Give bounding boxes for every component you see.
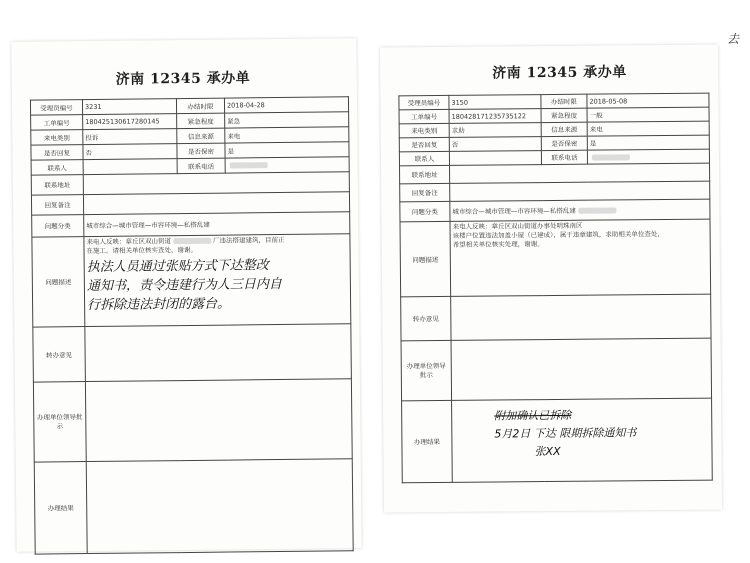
redaction <box>173 238 211 244</box>
right-form-table <box>398 93 712 484</box>
operator-id-value: 3231 <box>82 99 176 115</box>
category-value: 城市综合—城市管理—市容环境—私搭乱建 <box>84 212 350 237</box>
label: 办理单位领导批示 <box>33 382 86 463</box>
label: 工单编号 <box>31 115 83 131</box>
description-cell <box>84 234 351 327</box>
urgency-value: 紧急 <box>225 112 349 128</box>
desc-typed-line: 希望相关单位核实处理，谢谢。 <box>452 240 544 249</box>
address-value <box>450 163 710 183</box>
label: 转办意见 <box>33 327 86 383</box>
desc-typed-line: 来电人反映：章丘区双山街道 <box>86 237 171 247</box>
label: 办理结果 <box>34 462 87 555</box>
phone-value <box>225 157 349 173</box>
address-value <box>83 172 349 195</box>
label: 联系地址 <box>31 175 83 196</box>
corner-mark-far-right: 去 <box>727 32 740 46</box>
label: 联系地址 <box>400 165 450 183</box>
label: 来电类别 <box>399 123 449 137</box>
label: 受理员编号 <box>399 95 449 109</box>
caller-type-value: 投诉 <box>83 129 177 145</box>
info-source-value: 来电 <box>587 121 709 136</box>
label: 信息来源 <box>541 122 587 136</box>
contact-value <box>449 151 541 166</box>
label: 问题分类 <box>400 201 450 221</box>
label: 信息来源 <box>177 128 225 144</box>
opinion-value <box>451 294 711 340</box>
label: 问题描述 <box>400 221 451 296</box>
description-cell <box>450 219 711 296</box>
label: 办结时限 <box>541 94 587 108</box>
label: 受理员编号 <box>30 100 82 116</box>
opinion-value <box>85 324 352 382</box>
label: 办理结果 <box>402 400 453 482</box>
handwritten-line: 附加确认已拆除 <box>494 408 572 423</box>
label: 联系电话 <box>541 150 587 164</box>
result-value <box>86 459 353 554</box>
right-form-title: 济南 12345 承办单 <box>492 64 627 82</box>
handwritten-line: 行拆除违法封闭的露台。 <box>87 296 231 314</box>
label: 办理单位领导批示 <box>401 340 452 400</box>
reply-value: 否 <box>449 137 541 152</box>
work-no-value: 180428171235735122 <box>449 109 541 124</box>
work-no-value: 180425130617280145 <box>83 114 177 130</box>
label: 联系电话 <box>177 158 225 174</box>
desc-typed-line: 在施工。请相关单位核实查处，谢谢。 <box>86 245 198 256</box>
label: 转办意见 <box>401 296 451 340</box>
leader-value <box>85 379 352 462</box>
label: 问题描述 <box>32 237 85 328</box>
info-source-value: 来电 <box>225 127 349 143</box>
handle-time-value: 2018-04-28 <box>224 97 348 113</box>
label: 工单编号 <box>399 109 449 123</box>
reply-value: 否 <box>83 144 177 160</box>
left-form-title: 济南 12345 承办单 <box>115 70 251 88</box>
label: 是否保密 <box>541 136 587 150</box>
label: 联系人 <box>31 160 83 176</box>
label: 办结时限 <box>176 98 224 114</box>
urgency-value: 一般 <box>587 107 709 122</box>
label: 是否回复 <box>399 137 449 151</box>
right-form-sheet <box>380 45 722 513</box>
label: 联系人 <box>399 151 449 165</box>
left-form-table <box>30 96 354 554</box>
handwritten-signature: 张XX <box>534 444 561 459</box>
operator-id-value: 3150 <box>449 95 541 110</box>
redaction <box>578 207 616 213</box>
desc-typed-line: 厂违法搭建建筑，目前正 <box>212 235 285 245</box>
handwritten-line: 通知书，责令违建行为人三日内自 <box>86 277 282 295</box>
handle-time-value: 2018-05-08 <box>587 93 709 108</box>
result-cell <box>452 398 713 482</box>
label: 紧急程度 <box>541 108 587 122</box>
handwritten-line: 执法人员通过张贴方式下达整改 <box>86 258 269 276</box>
remark-value <box>83 192 349 215</box>
remark-value <box>450 181 710 201</box>
leader-value <box>451 338 712 400</box>
label: 是否回复 <box>31 145 83 161</box>
redaction <box>592 154 630 160</box>
phone-value <box>587 149 709 164</box>
label: 回复备注 <box>31 195 83 216</box>
desc-typed-line: 该楼户位置违法加盖小屋（已建成），属于违章建筑，求助相关单位查处， <box>452 230 664 240</box>
label: 问题分类 <box>32 215 84 238</box>
category-text: 城市综合—城市管理—市容环境—私搭乱建 <box>452 206 576 216</box>
confidential-value: 是 <box>587 135 709 150</box>
label: 来电类别 <box>31 130 83 146</box>
confidential-value: 是 <box>225 142 349 158</box>
handwritten-line: 5月2日 下达 限期拆除通知书 <box>494 426 637 441</box>
label: 是否保密 <box>177 143 225 159</box>
redaction <box>230 162 268 168</box>
left-form-sheet <box>11 38 361 552</box>
caller-type-value: 求助 <box>449 123 541 138</box>
label: 回复备注 <box>400 183 450 201</box>
contact-value <box>83 159 177 175</box>
category-value <box>450 199 710 221</box>
label: 紧急程度 <box>177 113 225 129</box>
desc-typed-line: 来电人反映：章丘区双山街道办事处明珠南区 <box>452 221 583 231</box>
